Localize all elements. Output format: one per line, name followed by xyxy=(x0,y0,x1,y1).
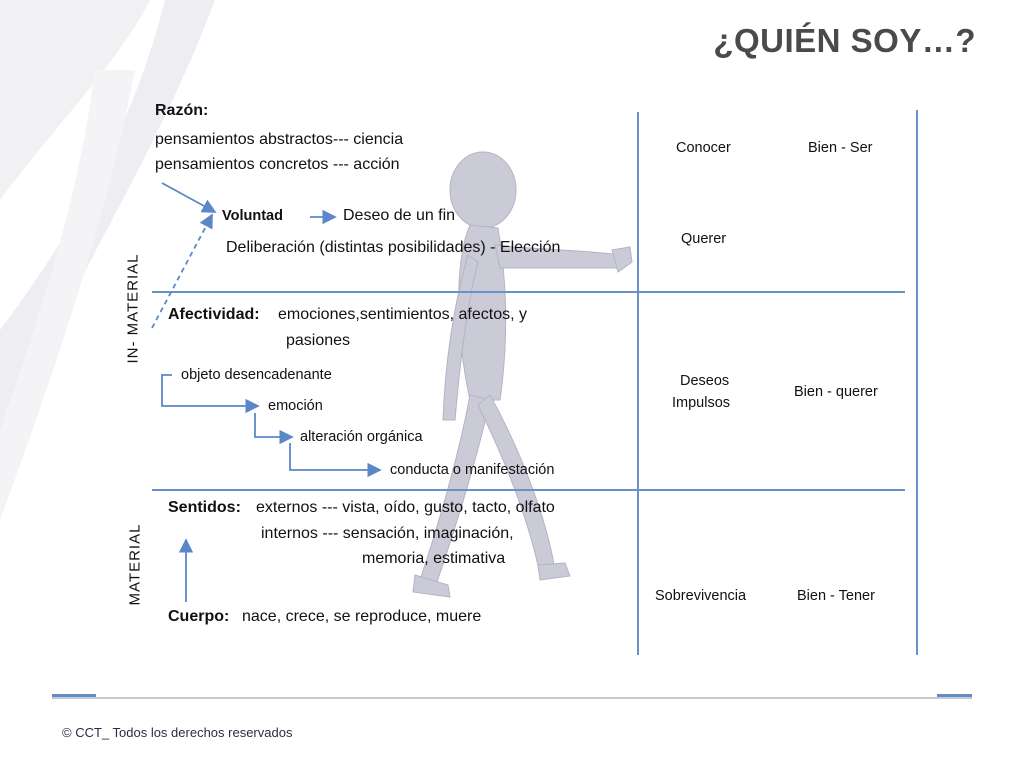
col-bien-ser: Bien - Ser xyxy=(808,140,873,156)
footer-copyright: © CCT_ Todos los derechos reservados xyxy=(62,725,293,740)
voluntad-result: Deseo de un fin xyxy=(343,207,456,224)
afectividad-heading: Afectividad: xyxy=(168,306,260,323)
voluntad-deliberation: Deliberación (distintas posibilidades) - Elección xyxy=(226,239,561,256)
razon-line-2: pensamientos concretos --- acción xyxy=(155,156,400,173)
col-conocer: Conocer xyxy=(676,140,731,156)
cuerpo-text: nace, crece, se reproduce, muere xyxy=(242,608,482,625)
col-sobrevivencia: Sobrevivencia xyxy=(655,588,747,604)
slide-title: ¿QUIÉN SOY…? xyxy=(713,22,976,59)
razon-heading: Razón: xyxy=(155,102,209,119)
sentidos-internos: internos --- sensación, imaginación, xyxy=(261,525,514,542)
material-label: MATERIAL xyxy=(126,523,144,606)
chain-step-3: alteración orgánica xyxy=(300,429,423,445)
razon-line-1: pensamientos abstractos--- ciencia xyxy=(155,131,404,148)
cuerpo-heading: Cuerpo: xyxy=(168,608,230,625)
footer-accent-left xyxy=(52,694,96,697)
col-querer: Querer xyxy=(681,231,727,247)
col-impulsos: Impulsos xyxy=(672,395,731,411)
col-bien-querer: Bien - querer xyxy=(794,384,878,400)
immaterial-label: IN- MATERIAL xyxy=(124,253,142,364)
sentidos-internos-2: memoria, estimativa xyxy=(362,550,506,567)
sentidos-heading: Sentidos: xyxy=(168,499,241,516)
voluntad-label: Voluntad xyxy=(222,208,283,224)
sentidos-externos: externos --- vista, oído, gusto, tacto, olfato xyxy=(256,499,555,516)
col-bien-tener: Bien - Tener xyxy=(797,588,875,604)
col-deseos: Deseos xyxy=(680,373,730,389)
afectividad-line-1: emociones,sentimientos, afectos, y xyxy=(278,306,528,323)
footer-accent-right xyxy=(937,694,972,697)
footer-divider xyxy=(52,697,972,699)
afectividad-line-2: pasiones xyxy=(286,332,351,349)
chain-step-4: conducta o manifestación xyxy=(390,462,555,478)
chain-step-2: emoción xyxy=(268,398,323,414)
chain-step-1: objeto desencadenante xyxy=(181,367,332,383)
afectividad-chain-arrows xyxy=(162,375,380,470)
